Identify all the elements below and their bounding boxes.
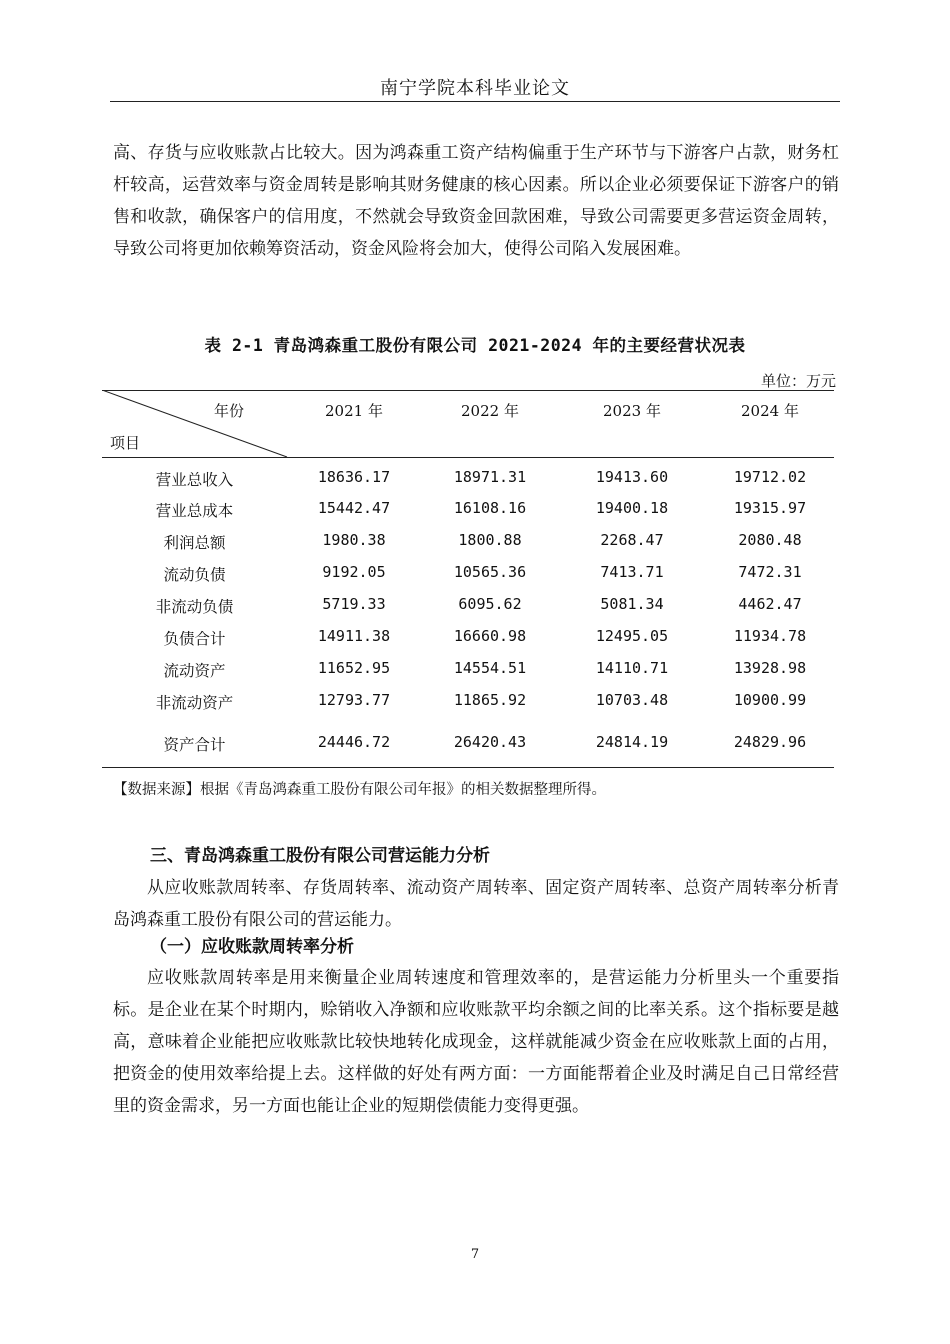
row-label: 利润总额 [163, 534, 226, 552]
corner-label-item: 项目 [110, 434, 141, 452]
subsection-heading: （一）应收账款周转率分析 [150, 937, 354, 957]
running-header: 南宁学院本科毕业论文 [380, 78, 570, 99]
column-header-2022: 2022 年 [461, 402, 519, 420]
table-cell: 13928.98 [733, 659, 807, 677]
table-row [102, 691, 834, 715]
column-header-2021: 2021 年 [325, 402, 383, 420]
table-cell: 12495.05 [595, 627, 669, 645]
paragraph-1: 高、存货与应收账款占比较大。因为鸿森重工资产结构偏重于生产环节与下游客户占款，财务杠杆较高，运营效率与资金周转是影响其财务健康的核心因素。所以企业必须要保证下游客户的销售和收款，确保客户的信用度，不然就会导致资金回款困难，导致公司需要更多营运资金周转，导致公司将更加依赖筹资活动，资金风险将会加大，使得公司陷入发展困难。 [113, 143, 839, 259]
table-row [102, 563, 834, 587]
table-cell: 9192.05 [322, 563, 386, 581]
table-cell: 2080.48 [738, 531, 802, 549]
table-cell: 16660.98 [453, 627, 527, 645]
table-cell: 10565.36 [453, 563, 527, 581]
table-cell: 14554.51 [453, 659, 527, 677]
column-header-2024: 2024 年 [741, 402, 799, 420]
row-label: 非流动资产 [155, 694, 234, 712]
table-cell: 2268.47 [600, 531, 664, 549]
corner-label-year: 年份 [214, 402, 245, 420]
page-number: 7 [470, 1247, 480, 1262]
row-label: 非流动负债 [155, 598, 234, 616]
table-row [102, 468, 834, 492]
paragraph-2: 从应收账款周转率、存货周转率、流动资产周转率、固定资产周转率、总资产周转率分析青岛鸿森重工股份有限公司的营运能力。 [113, 878, 839, 930]
table-cell: 11652.95 [317, 659, 391, 677]
table-cell: 12793.77 [317, 691, 391, 709]
table-cell: 1980.38 [322, 531, 386, 549]
table-cell: 19400.18 [595, 499, 669, 517]
table-cell: 24829.96 [733, 733, 807, 751]
table-source-note: 【数据来源】根据《青岛鸿森重工股份有限公司年报》的相关数据整理所得。 [113, 782, 606, 798]
table-cell: 19712.02 [733, 468, 807, 486]
table-cell: 14110.71 [595, 659, 669, 677]
table-cell: 16108.16 [453, 499, 527, 517]
paragraph-3: 应收账款周转率是用来衡量企业周转速度和管理效率的，是营运能力分析里头一个重要指标。是企业在某个时期内，赊销收入净额和应收账款平均余额之间的比率关系。这个指标要是越高，意味着企业能把应收账款比较快地转化成现金，这样就能减少资金在应收账款上面的占用，把资金的使用效率给提上去。这样做的好处有两方面：一方面能帮着企业及时满足自己日常经营里的资金需求，另一方面也能让企业的短期偿债能力变得更强。 [113, 968, 839, 1116]
table-cell: 24814.19 [595, 733, 669, 751]
row-label: 营业总成本 [155, 502, 234, 520]
table-header-rule [102, 457, 834, 458]
table-cell: 24446.72 [317, 733, 391, 751]
table-bottom-rule [102, 767, 834, 768]
table-cell: 11934.78 [733, 627, 807, 645]
table-title: 表 2-1 青岛鸿森重工股份有限公司 2021-2024 年的主要经营状况表 [204, 336, 746, 355]
table-cell: 4462.47 [738, 595, 802, 613]
table-cell: 15442.47 [317, 499, 391, 517]
table-row [102, 627, 834, 651]
table-cell: 5719.33 [322, 595, 386, 613]
table-unit: 单位：万元 [760, 372, 836, 390]
table-cell: 18971.31 [453, 468, 527, 486]
row-label: 流动负债 [163, 566, 226, 584]
header-rule [110, 101, 840, 102]
table-cell: 10703.48 [595, 691, 669, 709]
table-cell: 1800.88 [458, 531, 522, 549]
table-row [102, 499, 834, 523]
table-cell: 6095.62 [458, 595, 522, 613]
table-cell: 18636.17 [317, 468, 391, 486]
table-cell: 26420.43 [453, 733, 527, 751]
row-label: 资产合计 [163, 736, 226, 754]
table-cell: 14911.38 [317, 627, 391, 645]
table-row [102, 531, 834, 555]
table-row [102, 733, 834, 757]
row-label: 流动资产 [163, 662, 226, 680]
table-cell: 19315.97 [733, 499, 807, 517]
section-heading: 三、青岛鸿森重工股份有限公司营运能力分析 [150, 846, 490, 866]
table-cell: 19413.60 [595, 468, 669, 486]
row-label: 营业总收入 [155, 471, 234, 489]
table-cell: 7413.71 [600, 563, 664, 581]
table-cell: 11865.92 [453, 691, 527, 709]
table-cell: 7472.31 [738, 563, 802, 581]
column-header-2023: 2023 年 [603, 402, 661, 420]
table-row [102, 595, 834, 619]
row-label: 负债合计 [163, 630, 226, 648]
table-cell: 5081.34 [600, 595, 664, 613]
table-cell: 10900.99 [733, 691, 807, 709]
table-row [102, 659, 834, 683]
